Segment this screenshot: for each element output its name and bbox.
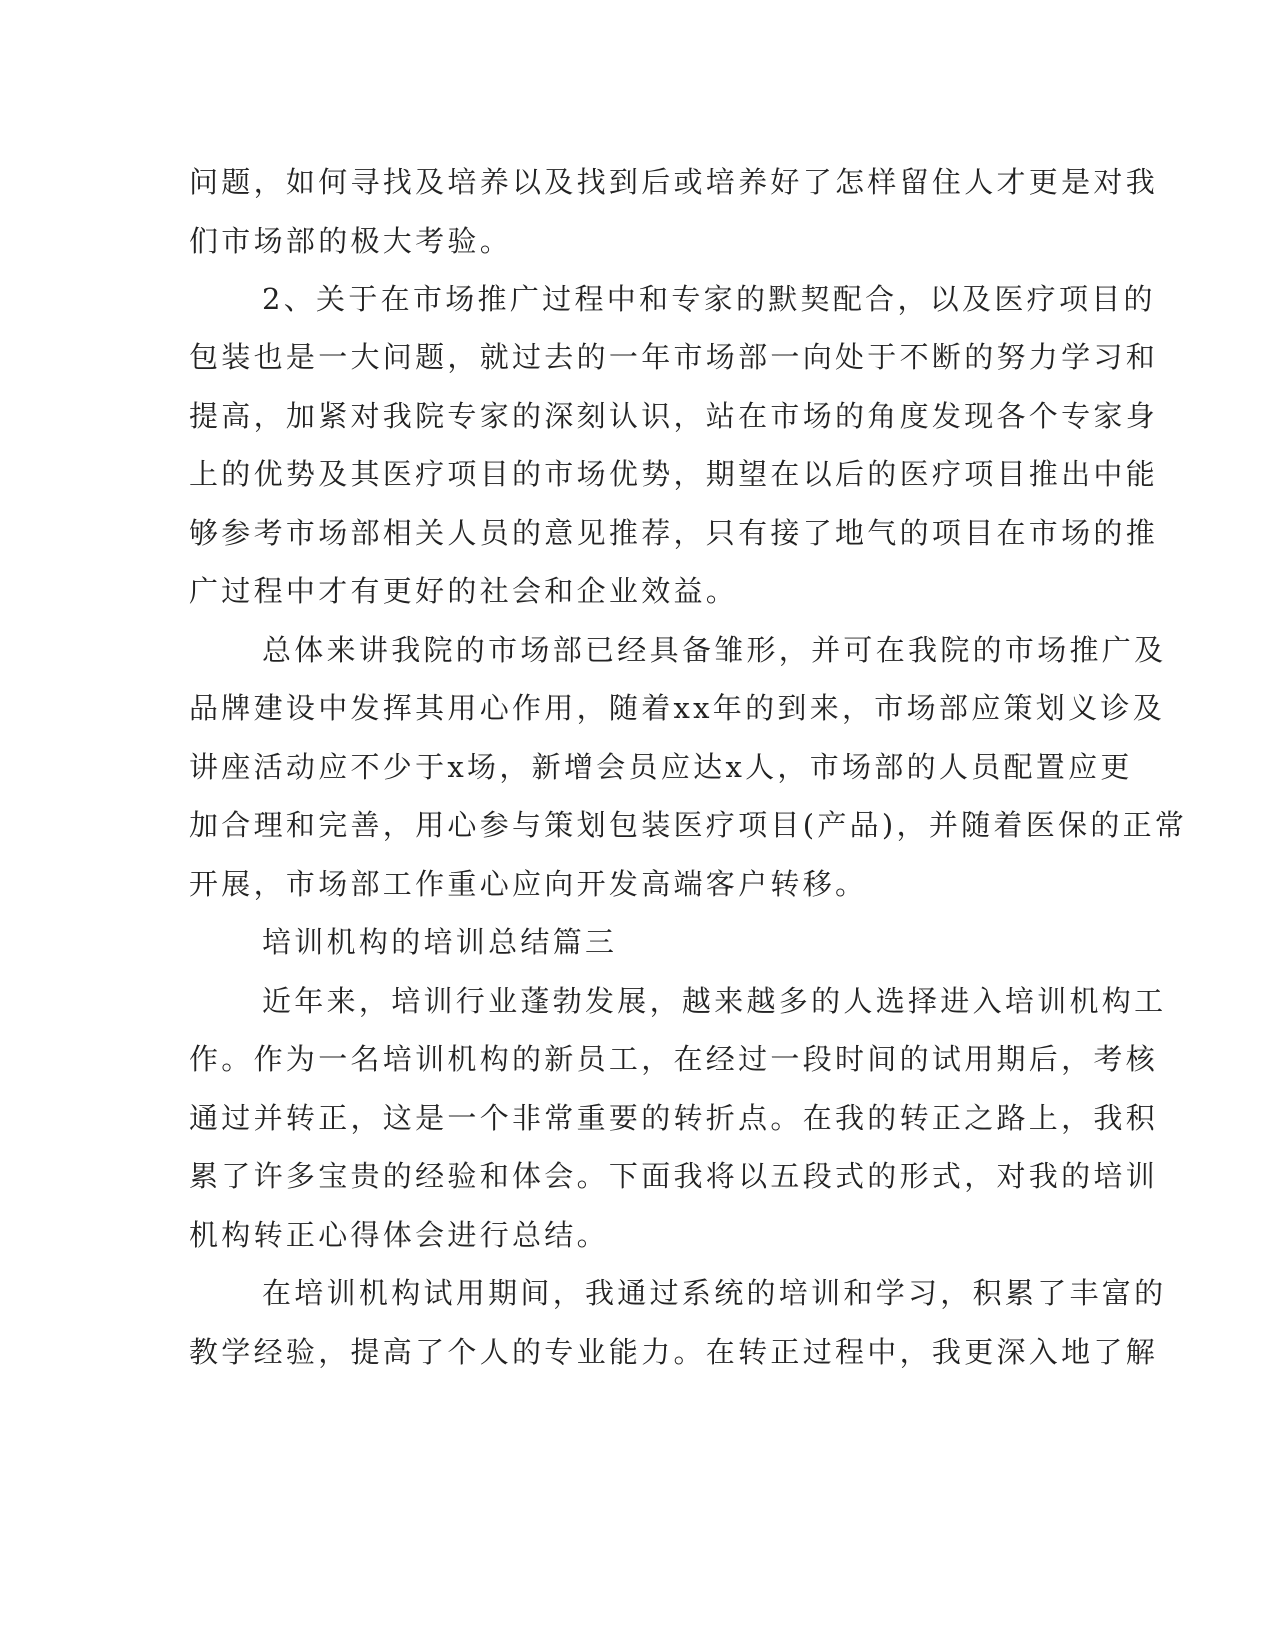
text-line: 问题，如何寻找及培养以及找到后或培养好了怎样留住人才更是对我	[189, 165, 1159, 199]
text-line: 2、关于在市场推广过程中和专家的默契配合，以及医疗项目的	[262, 282, 1156, 316]
text-line: 讲座活动应不少于x场，新增会员应达x人，市场部的人员配置应更	[189, 750, 1133, 784]
text-line: 加合理和完善，用心参与策划包装医疗项目(产品)，并随着医保的正常	[189, 808, 1188, 842]
text-line: 提高，加紧对我院专家的深刻认识，站在市场的角度发现各个专家身	[189, 399, 1159, 433]
text-line: 总体来讲我院的市场部已经具备雏形，并可在我院的市场推广及	[262, 633, 1167, 667]
text-line: 们市场部的极大考验。	[189, 224, 513, 258]
text-line: 够参考市场部相关人员的意见推荐，只有接了地气的项目在市场的推	[189, 516, 1159, 550]
text-line: 广过程中才有更好的社会和企业效益。	[189, 574, 739, 608]
text-line: 品牌建设中发挥其用心作用，随着xx年的到来，市场部应策划义诊及	[189, 691, 1166, 725]
text-line: 上的优势及其医疗项目的市场优势，期望在以后的医疗项目推出中能	[189, 457, 1159, 491]
text-line: 包装也是一大问题，就过去的一年市场部一向处于不断的努力学习和	[189, 340, 1159, 374]
text-line: 开展，市场部工作重心应向开发高端客户转移。	[189, 867, 868, 901]
text-line: 机构转正心得体会进行总结。	[189, 1218, 609, 1252]
text-line: 累了许多宝贵的经验和体会。下面我将以五段式的形式，对我的培训	[189, 1159, 1159, 1193]
text-line: 作。作为一名培训机构的新员工，在经过一段时间的试用期后，考核	[189, 1042, 1159, 1076]
text-line: 在培训机构试用期间，我通过系统的培训和学习，积累了丰富的	[262, 1276, 1167, 1310]
text-line: 近年来，培训行业蓬勃发展，越来越多的人选择进入培训机构工	[262, 984, 1167, 1018]
section-heading: 培训机构的培训总结篇三	[262, 925, 618, 959]
text-line: 通过并转正，这是一个非常重要的转折点。在我的转正之路上，我积	[189, 1101, 1159, 1135]
text-line: 教学经验，提高了个人的专业能力。在转正过程中，我更深入地了解	[189, 1335, 1159, 1369]
